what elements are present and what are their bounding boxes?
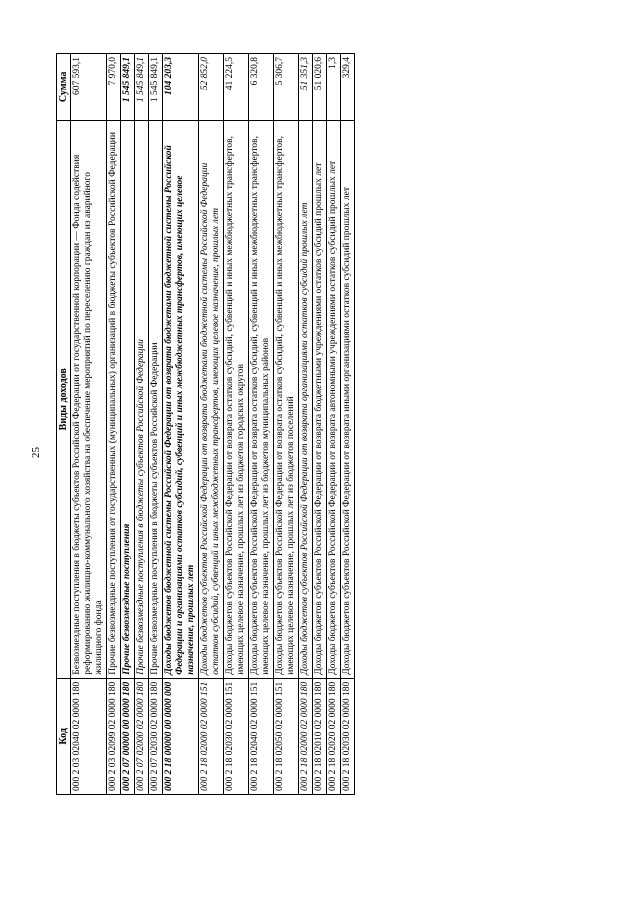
header-name: Виды доходов bbox=[57, 120, 71, 678]
cell-name: Доходы бюджетов субъектов Российской Федерации от возврата остатков субсидий, субвенций и иных межбюджетных трансфертов, имеющих целевое назначение, прошлых лет из бюджетов поселений bbox=[274, 120, 299, 678]
table-row bbox=[274, 54, 299, 795]
header-code: Код bbox=[57, 678, 71, 794]
cell-code: 000 2 18 02030 02 0000 151 bbox=[224, 678, 249, 794]
cell-name: Безвозмездные поступления в бюджеты субъектов Российской Федерации от государственной корпорации — Фонда содействия реформированию жилищно-коммунального хозяйства на обеспечение мероприятий по переселению граждан из аварийного жилищного фонда bbox=[71, 120, 107, 678]
revenue-table bbox=[56, 53, 355, 795]
table-row bbox=[341, 54, 355, 795]
table-row bbox=[249, 54, 274, 795]
cell-code: 000 2 18 02040 02 0000 151 bbox=[249, 678, 274, 794]
cell-sum: 51 020,6 bbox=[313, 54, 327, 121]
table-row bbox=[224, 54, 249, 795]
table-row bbox=[199, 54, 224, 795]
cell-sum: 1 545 849,1 bbox=[121, 54, 135, 121]
cell-sum: 41 224,5 bbox=[224, 54, 249, 121]
cell-sum: 607 593,1 bbox=[71, 54, 107, 121]
table-row bbox=[71, 54, 107, 795]
cell-sum: 1,3 bbox=[327, 54, 341, 121]
table-row bbox=[121, 54, 135, 795]
table-row bbox=[149, 54, 163, 795]
cell-code: 000 2 18 02050 02 0000 151 bbox=[274, 678, 299, 794]
cell-code: 000 2 18 02020 02 0000 180 bbox=[327, 678, 341, 794]
cell-code: 000 2 03 02099 02 0000 180 bbox=[107, 678, 121, 794]
table-row bbox=[107, 54, 121, 795]
cell-sum: 329,4 bbox=[341, 54, 355, 121]
table-row bbox=[313, 54, 327, 795]
table-header-row bbox=[57, 54, 71, 795]
cell-sum: 7 970,0 bbox=[107, 54, 121, 121]
cell-name: Доходы бюджетов субъектов Российской Федерации от возврата остатков субсидий, субвенций и иных межбюджетных трансфертов, имеющих целевое назначение, прошлых лет из бюджетов муниципальных районов bbox=[249, 120, 274, 678]
cell-sum: 51 351,3 bbox=[299, 54, 313, 121]
cell-sum: 1 545 849,1 bbox=[149, 54, 163, 121]
cell-name: Доходы бюджетов бюджетной системы Российской Федерации от возврата бюджетами бюджетной системы Российской Федерации и организациями остатков субсидий, субвенций и иных межбюджетных трансфертов, имеющих целевое назначение, прошлых лет bbox=[163, 120, 199, 678]
cell-name: Доходы бюджетов субъектов Российской Федерации от возврата бюджетными учреждениями остатков субсидий прошлых лет bbox=[313, 120, 327, 678]
cell-sum: 5 306,7 bbox=[274, 54, 299, 121]
header-sum: Сумма bbox=[57, 54, 71, 121]
cell-code: 000 2 07 02030 02 0000 180 bbox=[149, 678, 163, 794]
cell-sum: 104 203,3 bbox=[163, 54, 199, 121]
cell-name: Доходы бюджетов субъектов Российской Федерации от возврата бюджетами бюджетной системы Российской Федерации остатков субсидий, субвенций и иных межбюджетных трансфертов, имеющих целевое назначение, прошлых лет bbox=[199, 120, 224, 678]
cell-sum: 1 545 849,1 bbox=[135, 54, 149, 121]
table-row bbox=[135, 54, 149, 795]
cell-code: 000 2 18 00000 00 0000 000 bbox=[163, 678, 199, 794]
cell-sum: 6 320,8 bbox=[249, 54, 274, 121]
cell-code: 000 2 07 02000 02 0000 180 bbox=[135, 678, 149, 794]
cell-code: 000 2 18 02000 02 0000 180 bbox=[299, 678, 313, 794]
cell-name: Прочие безвозмездные поступления в бюджеты субъектов Российской Федерации bbox=[135, 120, 149, 678]
cell-sum: 52 852,0 bbox=[199, 54, 224, 121]
cell-name: Прочие безвозмездные поступления в бюджеты субъектов Российской Федерации bbox=[149, 120, 163, 678]
cell-code: 000 2 18 02030 02 0000 180 bbox=[341, 678, 355, 794]
cell-name: Прочие безвозмездные поступления от государственных (муниципальных) организаций в бюджеты субъектов Российской Федерации bbox=[107, 120, 121, 678]
cell-code: 000 2 03 02040 02 0000 180 bbox=[71, 678, 107, 794]
table-row bbox=[299, 54, 313, 795]
cell-code: 000 2 18 02000 02 0000 151 bbox=[199, 678, 224, 794]
cell-name: Прочие безвозмездные поступления bbox=[121, 120, 135, 678]
table-row bbox=[163, 54, 199, 795]
cell-name: Доходы бюджетов субъектов Российской Федерации от возврата иными организациями остатков субсидий прошлых лет bbox=[341, 120, 355, 678]
cell-code: 000 2 07 00000 00 0000 180 bbox=[121, 678, 135, 794]
table-row bbox=[327, 54, 341, 795]
cell-name: Доходы бюджетов субъектов Российской Федерации от возврата организациями остатков субсидий прошлых лет bbox=[299, 120, 313, 678]
cell-code: 000 2 18 02010 02 0000 180 bbox=[313, 678, 327, 794]
page-number: 25 bbox=[30, 447, 42, 458]
cell-name: Доходы бюджетов субъектов Российской Федерации от возврата остатков субсидий, субвенций и иных межбюджетных трансфертов, имеющих целевое назначение, прошлых лет из бюджетов городских округов bbox=[224, 120, 249, 678]
cell-name: Доходы бюджетов субъектов Российской Федерации от возврата автономными учреждениями остатков субсидий прошлых лет bbox=[327, 120, 341, 678]
